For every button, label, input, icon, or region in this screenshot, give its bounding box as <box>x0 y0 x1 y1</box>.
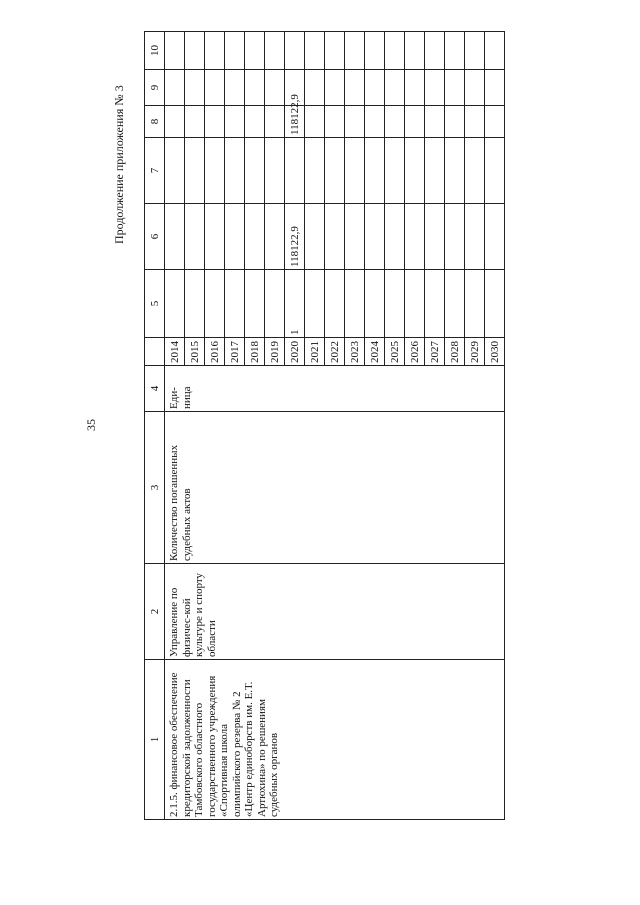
value-cell-c10 <box>445 32 465 70</box>
value-cell-c8 <box>225 106 245 138</box>
measure-cell: 2.1.5. финансовое обеспечение кредиторской задолженности Тамбовского областного государственного учреждения «Спортивная школа олимпийского резерва № 2 «Центр единоборств им. Е.Т. Артюхина» по решениям судебных органов <box>165 660 505 820</box>
value-cell-c7 <box>185 138 205 204</box>
value-cell-c9 <box>325 70 345 106</box>
value-cell-c8 <box>265 106 285 138</box>
value-cell-c10 <box>405 32 425 70</box>
value-cell-c7 <box>485 138 505 204</box>
value-cell-c10 <box>385 32 405 70</box>
unit-cell: Еди-ница <box>165 366 505 412</box>
value-cell-c8 <box>485 106 505 138</box>
header-col-4: 4 <box>145 366 165 412</box>
value-cell-c5 <box>485 270 505 338</box>
value-cell-c5 <box>425 270 445 338</box>
header-col-6: 6 <box>145 204 165 270</box>
appendix-table-container <box>144 32 566 820</box>
table-row <box>165 32 185 820</box>
year-cell: 2023 <box>345 338 365 366</box>
value-cell-c6 <box>425 204 445 270</box>
value-cell-c7 <box>165 138 185 204</box>
table-body <box>165 32 505 820</box>
header-col-year <box>145 338 165 366</box>
value-cell-c8 <box>465 106 485 138</box>
header-col-3: 3 <box>145 412 165 564</box>
value-cell-c8 <box>425 106 445 138</box>
value-cell-c6 <box>485 204 505 270</box>
year-cell: 2020 <box>285 338 305 366</box>
value-cell-c9 <box>405 70 425 106</box>
executor-cell: Управление по физичес-кой культуре и спорту области <box>165 564 505 660</box>
value-cell-c7 <box>225 138 245 204</box>
value-cell-c5 <box>445 270 465 338</box>
value-cell-c9 <box>365 70 385 106</box>
year-cell: 2021 <box>305 338 325 366</box>
value-cell-c6 <box>385 204 405 270</box>
value-cell-c8 <box>365 106 385 138</box>
value-cell-c9 <box>265 70 285 106</box>
year-cell: 2022 <box>325 338 345 366</box>
value-cell-c5 <box>245 270 265 338</box>
year-cell: 2028 <box>445 338 465 366</box>
header-col-10: 10 <box>145 32 165 70</box>
value-cell-c9 <box>245 70 265 106</box>
value-cell-c9 <box>185 70 205 106</box>
value-cell-c5 <box>385 270 405 338</box>
value-cell-c10 <box>165 32 185 70</box>
value-cell-c8 <box>445 106 465 138</box>
value-cell-c7 <box>445 138 465 204</box>
value-cell-c7 <box>265 138 285 204</box>
value-cell-c6: 118122,9 <box>285 204 305 270</box>
value-cell-c7 <box>285 138 305 204</box>
value-cell-c8 <box>205 106 225 138</box>
value-cell-c7 <box>325 138 345 204</box>
value-cell-c7 <box>425 138 445 204</box>
year-cell: 2024 <box>365 338 385 366</box>
value-cell-c7 <box>205 138 225 204</box>
value-cell-c8 <box>385 106 405 138</box>
value-cell-c6 <box>345 204 365 270</box>
value-cell-c10 <box>485 32 505 70</box>
year-cell: 2014 <box>165 338 185 366</box>
value-cell-c5 <box>365 270 385 338</box>
value-cell-c6 <box>365 204 385 270</box>
value-cell-c6 <box>205 204 225 270</box>
value-cell-c10 <box>425 32 445 70</box>
value-cell-c10 <box>465 32 485 70</box>
value-cell-c6 <box>265 204 285 270</box>
value-cell-c7 <box>345 138 365 204</box>
value-cell-c6 <box>185 204 205 270</box>
value-cell-c7 <box>245 138 265 204</box>
year-cell: 2018 <box>245 338 265 366</box>
value-cell-c9 <box>345 70 365 106</box>
value-cell-c6 <box>165 204 185 270</box>
value-cell-c9 <box>305 70 325 106</box>
value-cell-c9 <box>225 70 245 106</box>
value-cell-c6 <box>405 204 425 270</box>
year-cell: 2030 <box>485 338 505 366</box>
value-cell-c10 <box>265 32 285 70</box>
value-cell-c8 <box>325 106 345 138</box>
year-cell: 2025 <box>385 338 405 366</box>
year-cell: 2029 <box>465 338 485 366</box>
value-cell-c8 <box>165 106 185 138</box>
header-col-8: 8 <box>145 106 165 138</box>
header-col-7: 7 <box>145 138 165 204</box>
value-cell-c9 <box>385 70 405 106</box>
value-cell-c10 <box>185 32 205 70</box>
value-cell-c5 <box>225 270 245 338</box>
value-cell-c8 <box>345 106 365 138</box>
value-cell-c6 <box>325 204 345 270</box>
value-cell-c5 <box>165 270 185 338</box>
value-cell-c9 <box>465 70 485 106</box>
value-cell-c10 <box>325 32 345 70</box>
value-cell-c5 <box>205 270 225 338</box>
value-cell-c5: 1 <box>285 270 305 338</box>
value-cell-c5 <box>345 270 365 338</box>
value-cell-c6 <box>305 204 325 270</box>
value-cell-c9 <box>485 70 505 106</box>
value-cell-c10 <box>305 32 325 70</box>
value-cell-c10 <box>365 32 385 70</box>
value-cell-c7 <box>385 138 405 204</box>
year-cell: 2017 <box>225 338 245 366</box>
value-cell-c10 <box>245 32 265 70</box>
value-cell-c5 <box>265 270 285 338</box>
appendix-caption: Продолжение приложения № 3 <box>112 85 126 244</box>
value-cell-c9 <box>165 70 185 106</box>
value-cell-c9 <box>425 70 445 106</box>
header-col-1: 1 <box>145 660 165 820</box>
value-cell-c5 <box>405 270 425 338</box>
header-row <box>145 32 165 820</box>
value-cell-c6 <box>245 204 265 270</box>
header-col-5: 5 <box>145 270 165 338</box>
value-cell-c5 <box>325 270 345 338</box>
value-cell-c7 <box>465 138 485 204</box>
header-col-9: 9 <box>145 70 165 106</box>
page-number: 35 <box>84 419 98 431</box>
year-cell: 2016 <box>205 338 225 366</box>
value-cell-c5 <box>185 270 205 338</box>
value-cell-c10 <box>285 32 305 70</box>
value-cell-c8 <box>185 106 205 138</box>
value-cell-c10 <box>205 32 225 70</box>
value-cell-c5 <box>465 270 485 338</box>
value-cell-c9 <box>205 70 225 106</box>
value-cell-c5 <box>305 270 325 338</box>
value-cell-c10 <box>225 32 245 70</box>
year-cell: 2015 <box>185 338 205 366</box>
year-cell: 2027 <box>425 338 445 366</box>
indicator-cell: Количество погашенных судебных актов <box>165 412 505 564</box>
appendix-table <box>144 31 505 820</box>
value-cell-c6 <box>465 204 485 270</box>
value-cell-c8 <box>405 106 425 138</box>
value-cell-c7 <box>405 138 425 204</box>
value-cell-c8 <box>305 106 325 138</box>
value-cell-c10 <box>345 32 365 70</box>
value-cell-c8: 118122,9 <box>285 106 305 138</box>
header-col-2: 2 <box>145 564 165 660</box>
value-cell-c6 <box>225 204 245 270</box>
value-cell-c9 <box>445 70 465 106</box>
year-cell: 2019 <box>265 338 285 366</box>
value-cell-c7 <box>305 138 325 204</box>
value-cell-c8 <box>245 106 265 138</box>
year-cell: 2026 <box>405 338 425 366</box>
value-cell-c7 <box>365 138 385 204</box>
value-cell-c6 <box>445 204 465 270</box>
